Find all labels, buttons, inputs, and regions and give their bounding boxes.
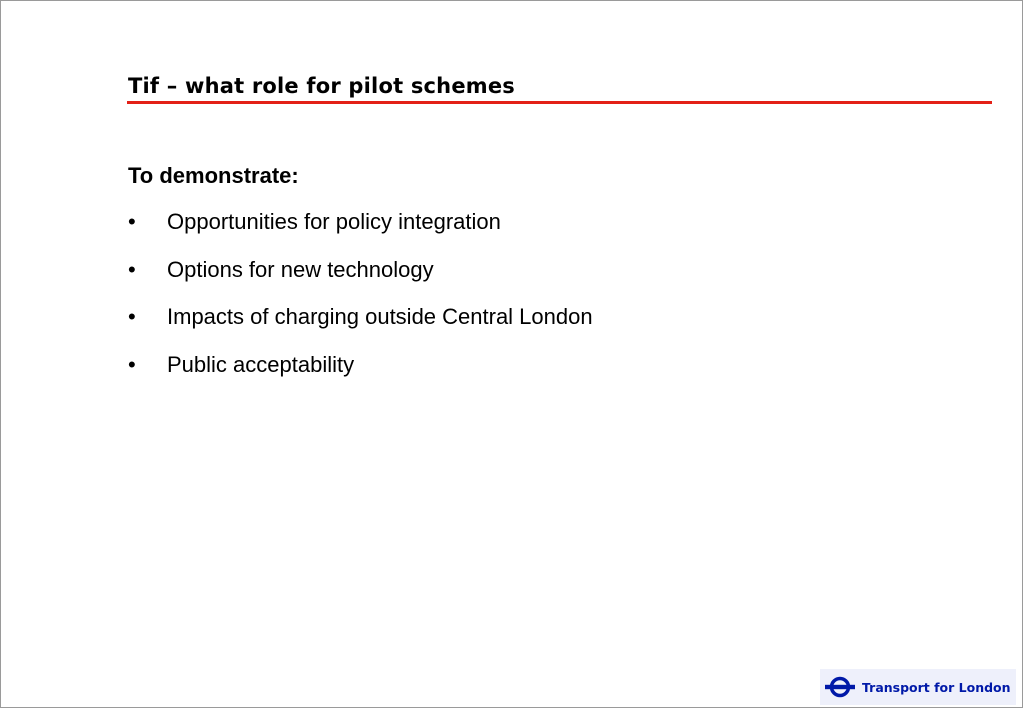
roundel-icon bbox=[824, 676, 856, 698]
bullet-item bbox=[128, 352, 593, 400]
tfl-logo bbox=[820, 669, 1016, 705]
bullet-item bbox=[128, 304, 593, 352]
bullet-item bbox=[128, 209, 593, 257]
bullet-text: Options for new technology bbox=[167, 256, 434, 282]
bullet-text: Impacts of charging outside Central London bbox=[167, 304, 593, 329]
slide-title: Tif – what role for pilot schemes bbox=[128, 74, 515, 98]
bullet-text: Public acceptability bbox=[167, 351, 355, 377]
bullet-symbol: • bbox=[128, 256, 136, 282]
intro-heading: To demonstrate: bbox=[128, 163, 299, 188]
title-divider bbox=[127, 101, 992, 104]
bullet-symbol: • bbox=[128, 209, 136, 234]
bullet-symbol: • bbox=[128, 304, 136, 329]
bullet-symbol: • bbox=[128, 351, 136, 377]
bullet-list bbox=[128, 209, 593, 399]
bullet-item bbox=[128, 257, 593, 305]
bullet-text: Opportunities for policy integration bbox=[167, 209, 501, 234]
logo-text: Transport for London bbox=[862, 679, 1011, 695]
